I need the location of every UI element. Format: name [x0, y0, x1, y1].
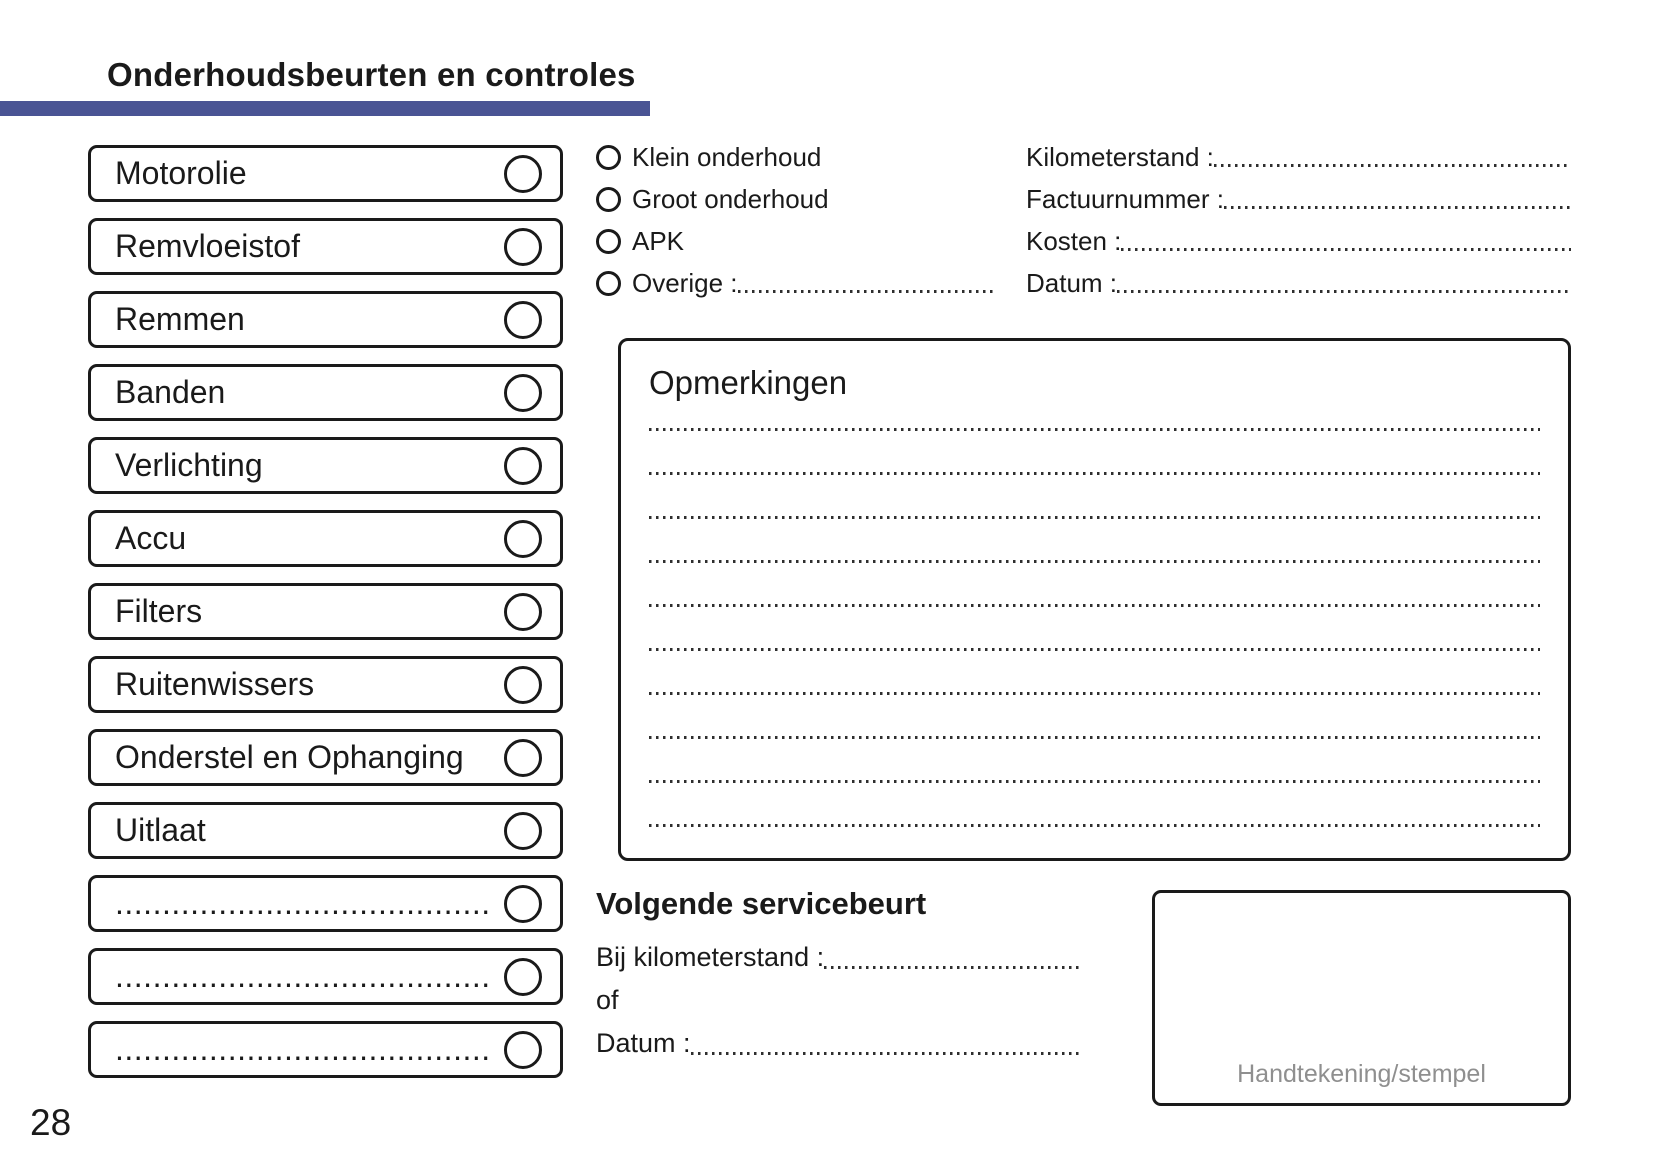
check-circle[interactable]	[504, 155, 542, 193]
radio-label: Groot onderhoud	[632, 184, 829, 214]
check-circle[interactable]	[504, 374, 542, 412]
radio-circle[interactable]	[596, 187, 621, 212]
checklist-item-label: Accu	[115, 520, 187, 556]
remarks-box	[618, 338, 1571, 861]
datum-input-line[interactable]	[1117, 290, 1571, 293]
remarks-line[interactable]	[649, 692, 1540, 695]
check-circle[interactable]	[504, 885, 542, 923]
checklist-item-remmen	[88, 291, 563, 348]
checklist-item-accu	[88, 510, 563, 567]
checklist-item-blank	[88, 948, 563, 1005]
checklist-blank-line[interactable]: ........................................	[115, 958, 491, 994]
service-type-group	[596, 136, 994, 304]
radio-label: Overige :	[632, 268, 738, 298]
checklist-blank-line[interactable]: ........................................	[115, 885, 491, 921]
next-kilometerstand-input-line[interactable]	[824, 966, 1080, 969]
checklist-item-onderstel-en-ophanging	[88, 729, 563, 786]
checklist-item-verlichting	[88, 437, 563, 494]
check-circle[interactable]	[504, 520, 542, 558]
kilometerstand-input-line[interactable]	[1214, 164, 1571, 167]
checklist-item-blank	[88, 1021, 563, 1078]
check-circle[interactable]	[504, 228, 542, 266]
next-service-kilometerstand	[596, 936, 1080, 979]
checklist-item-uitlaat	[88, 802, 563, 859]
service-type-apk	[596, 220, 994, 262]
signature-label: Handtekening/stempel	[1237, 1060, 1486, 1088]
check-circle[interactable]	[504, 447, 542, 485]
next-service-section	[596, 884, 1080, 1065]
maintenance-checklist	[88, 145, 563, 1078]
remarks-line[interactable]	[649, 472, 1540, 475]
service-type-overige	[596, 262, 994, 304]
signature-box[interactable]	[1152, 890, 1571, 1106]
factuurnummer-input-line[interactable]	[1224, 206, 1571, 209]
check-circle[interactable]	[504, 301, 542, 339]
check-circle[interactable]	[504, 1031, 542, 1069]
field-datum	[1026, 262, 1571, 304]
check-circle[interactable]	[504, 666, 542, 704]
checklist-item-label: Banden	[115, 374, 226, 410]
invoice-fields	[1026, 136, 1571, 304]
radio-label: Klein onderhoud	[632, 142, 822, 172]
field-label: Factuurnummer :	[1026, 184, 1224, 214]
field-label: Datum :	[596, 1028, 691, 1058]
service-type-groot-onderhoud	[596, 178, 994, 220]
field-label: of	[596, 985, 619, 1015]
checklist-item-label: Filters	[115, 593, 203, 629]
next-service-title: Volgende servicebeurt	[596, 886, 927, 921]
field-kosten	[1026, 220, 1571, 262]
checklist-item-label: Motorolie	[115, 155, 247, 191]
radio-label: APK	[632, 226, 685, 256]
page-number: 28	[30, 1102, 72, 1143]
check-circle[interactable]	[504, 739, 542, 777]
field-kilometerstand	[1026, 136, 1571, 178]
field-factuurnummer	[1026, 178, 1571, 220]
checklist-item-label: Verlichting	[115, 447, 263, 483]
page-title: Onderhoudsbeurten en controles	[107, 56, 636, 93]
checklist-item-label: Ruitenwissers	[115, 666, 315, 702]
remarks-line[interactable]	[649, 780, 1540, 783]
checklist-item-filters	[88, 583, 563, 640]
checklist-item-label: Onderstel en Ophanging	[115, 739, 464, 775]
remarks-line[interactable]	[649, 736, 1540, 739]
remarks-line[interactable]	[649, 604, 1540, 607]
checklist-item-label: Uitlaat	[115, 812, 206, 848]
radio-circle[interactable]	[596, 145, 621, 170]
title-underline-bar	[0, 101, 650, 116]
remarks-line[interactable]	[649, 560, 1540, 563]
check-circle[interactable]	[504, 958, 542, 996]
checklist-item-motorolie	[88, 145, 563, 202]
radio-circle[interactable]	[596, 271, 621, 296]
remarks-title: Opmerkingen	[649, 364, 848, 401]
remarks-line[interactable]	[649, 824, 1540, 827]
radio-circle[interactable]	[596, 229, 621, 254]
overige-input-line[interactable]	[738, 290, 995, 293]
remarks-line[interactable]	[649, 428, 1540, 431]
service-type-klein-onderhoud	[596, 136, 994, 178]
next-service-of	[596, 979, 1080, 1022]
checklist-item-label: Remmen	[115, 301, 245, 337]
check-circle[interactable]	[504, 593, 542, 631]
next-service-datum	[596, 1022, 1080, 1065]
field-label: Datum :	[1026, 268, 1118, 298]
remarks-line[interactable]	[649, 516, 1540, 519]
checklist-item-banden	[88, 364, 563, 421]
checklist-item-remvloeistof	[88, 218, 563, 275]
field-label: Bij kilometerstand :	[596, 942, 825, 972]
checklist-blank-line[interactable]: ........................................	[115, 1031, 491, 1067]
next-datum-input-line[interactable]	[691, 1052, 1080, 1055]
field-label: Kilometerstand :	[1026, 142, 1214, 172]
check-circle[interactable]	[504, 812, 542, 850]
field-label: Kosten :	[1026, 226, 1122, 256]
kosten-input-line[interactable]	[1121, 248, 1571, 251]
checklist-item-blank	[88, 875, 563, 932]
checklist-item-ruitenwissers	[88, 656, 563, 713]
remarks-line[interactable]	[649, 648, 1540, 651]
checklist-item-label: Remvloeistof	[115, 228, 300, 264]
